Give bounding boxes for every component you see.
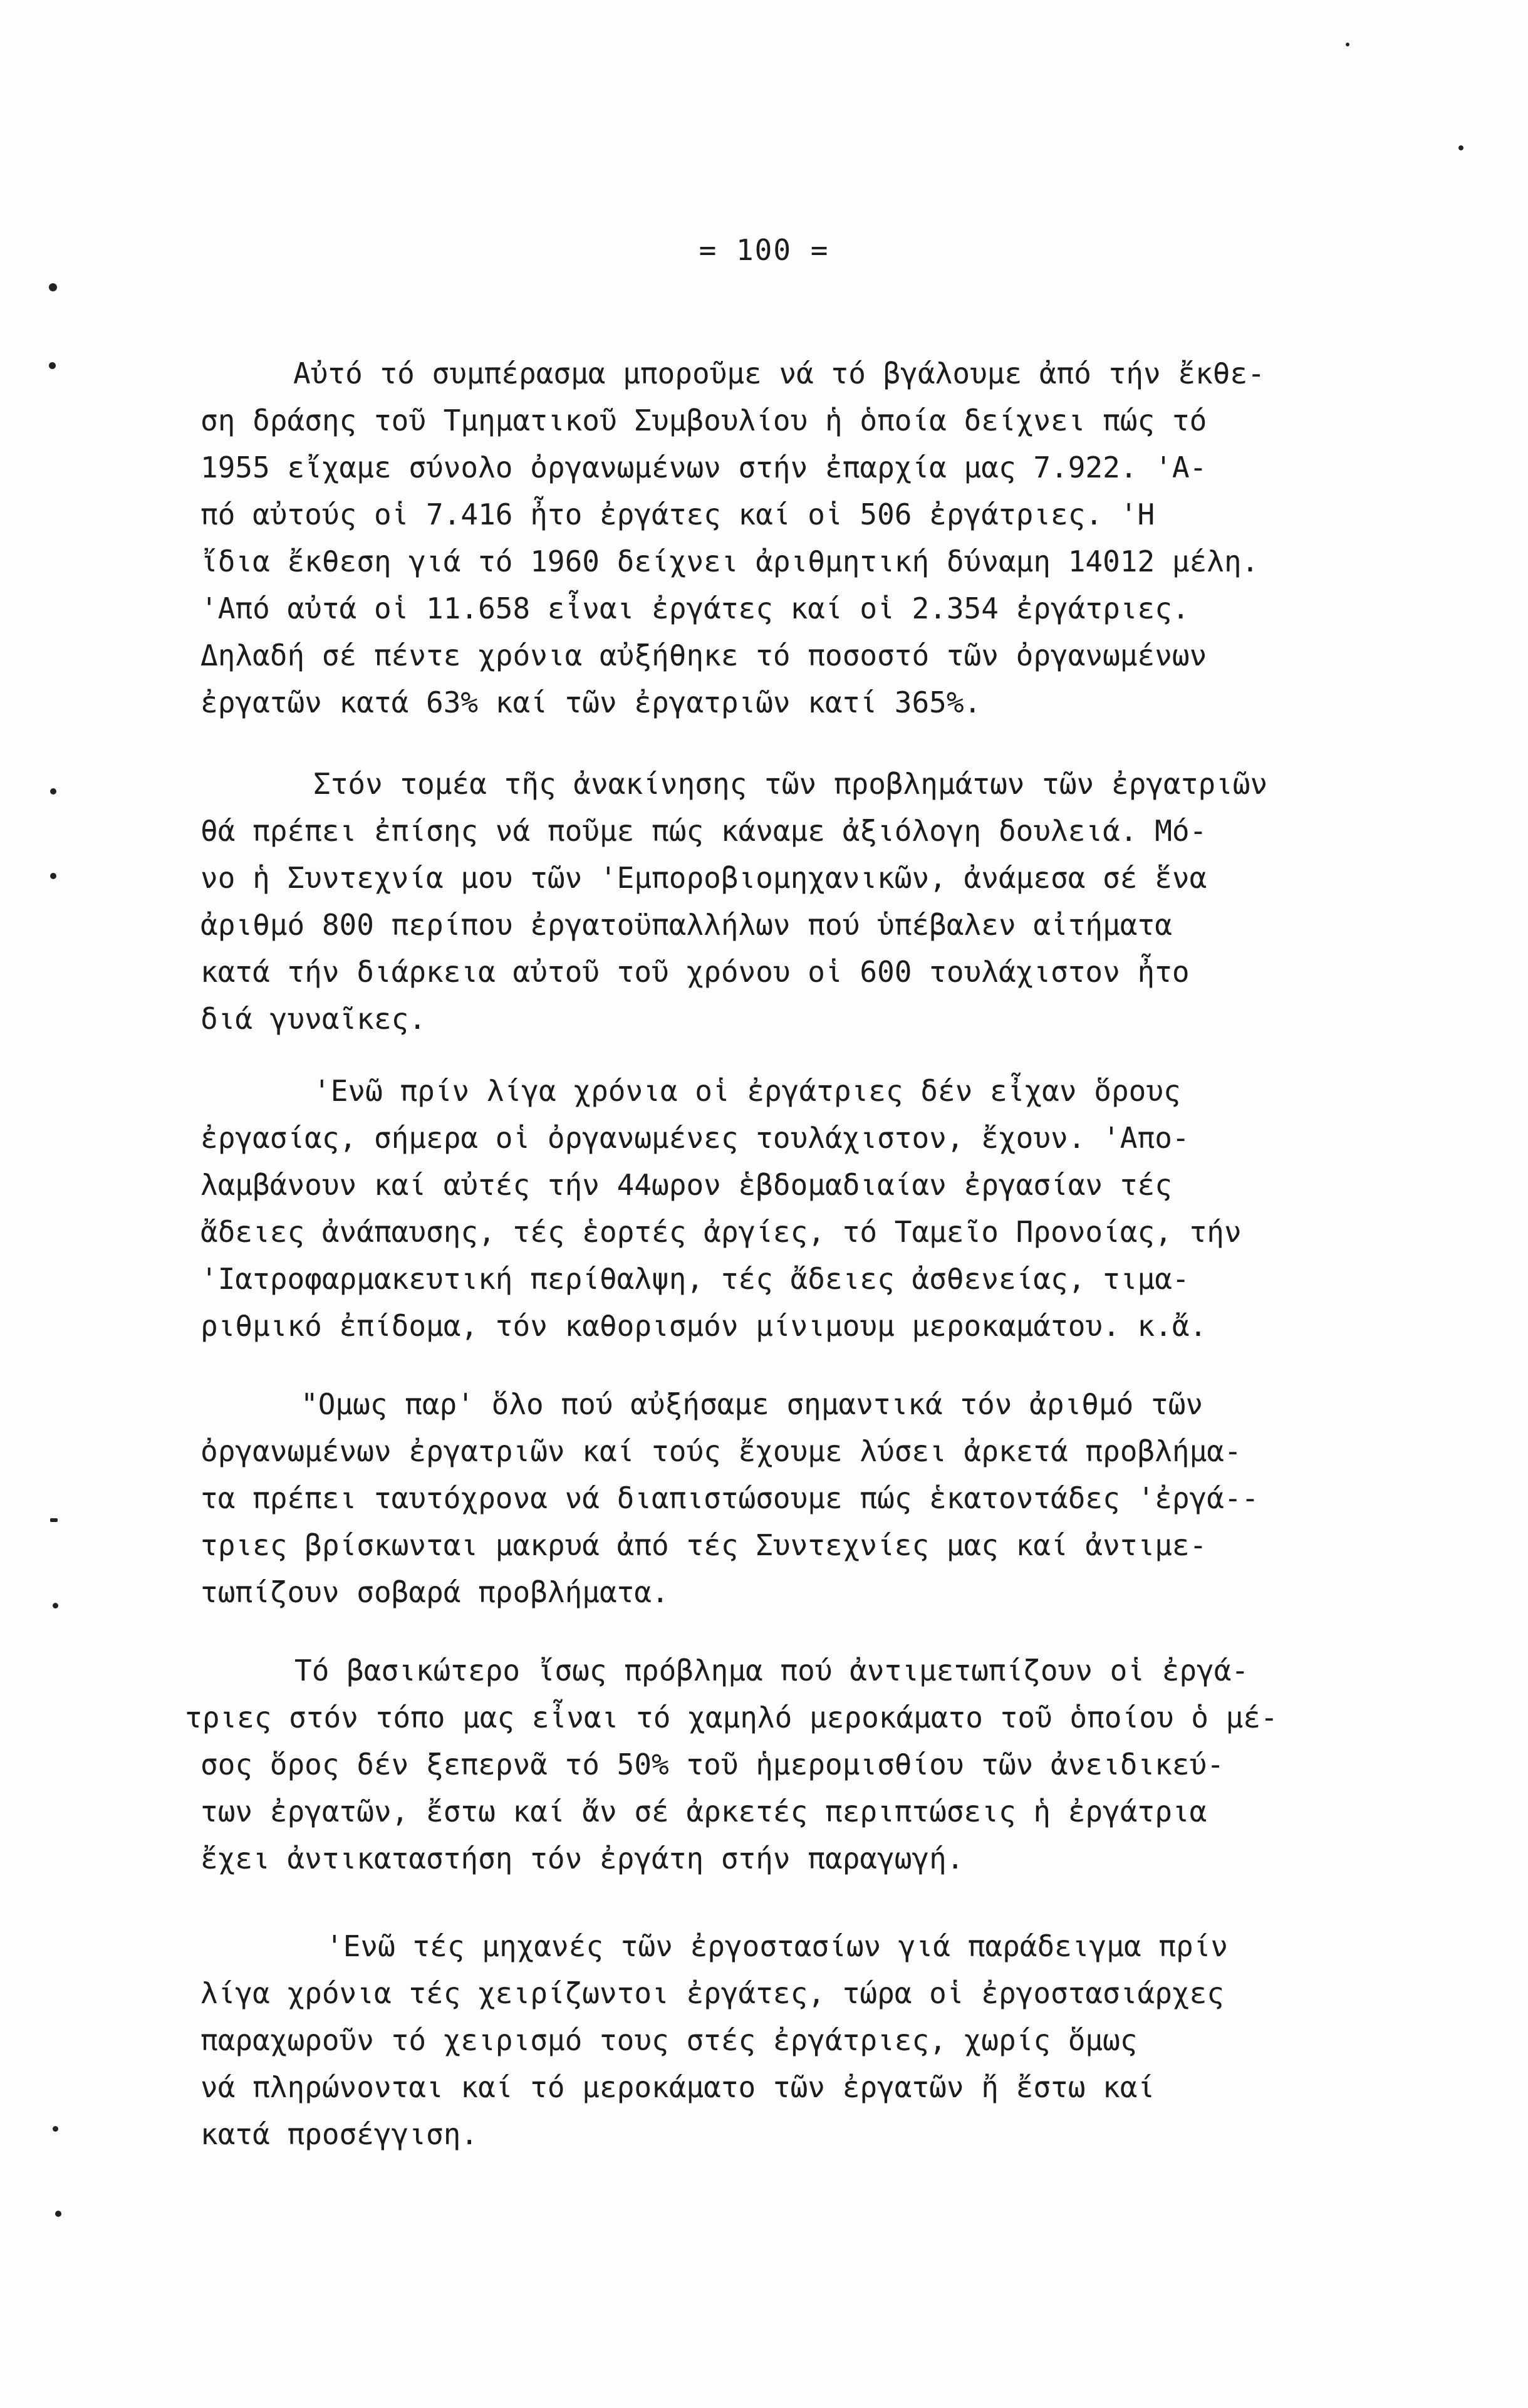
text-line: ἴδια ἔκθεση γιά τό 1960 δείχνει ἀριθμητική δύναμη 14012 μέλη. (200, 545, 1259, 578)
scan-speck (53, 1603, 58, 1608)
scan-speck (49, 283, 57, 291)
scan-speck (50, 873, 56, 879)
text-line: 'Ενῶ πρίν λίγα χρόνια οἱ ἐργάτριες δέν εἶχαν ὅρους (313, 1074, 1181, 1108)
text-line: ση δράσης τοῦ Τμηματικοῦ Συμβουλίου ἡ ὁποία δείχνει πώς τό (200, 404, 1207, 437)
text-line: λίγα χρόνια τές χειρίζωντοι ἐργάτες, τώρα οἱ ἐργοστασιάρχες (200, 1976, 1224, 2010)
text-line: Αὐτό τό συμπέρασμα μποροῦμε νά τό βγάλουμε ἀπό τήν ἔκθε- (293, 357, 1265, 390)
text-line: τριες στόν τόπο μας εἶναι τό χαμηλό μεροκάματο τοῦ ὁποίου ὁ μέ- (185, 1701, 1278, 1734)
scan-speck (50, 1518, 58, 1522)
text-line: Στόν τομέα τῆς ἀνακίνησης τῶν προβλημάτων τῶν ἐργατριῶν (313, 767, 1268, 801)
text-line: ἔχει ἀντικαταστήση τόν ἐργάτη στήν παραγωγή. (200, 1842, 964, 1875)
text-line: νά πληρώνονται καί τό μεροκάματο τῶν ἐργατῶν ἤ ἔστω καί (200, 2070, 1155, 2104)
scan-speck (50, 788, 56, 795)
text-line: κατά προσέγγιση. (200, 2117, 479, 2151)
text-line: "Ομως παρ' ὅλο πού αὐξήσαμε σημαντικά τόν ἀριθμό τῶν (301, 1387, 1203, 1421)
text-line: κατά τήν διάρκεια αὐτοῦ τοῦ χρόνου οἱ 600 τουλάχιστον ἦτο (200, 955, 1190, 989)
scan-speck (1346, 43, 1349, 46)
text-line: 'Από αὐτά οἱ 11.658 εἶναι ἐργάτες καί οἱ 2.354 ἐργάτριες. (200, 592, 1190, 625)
scan-speck (49, 362, 56, 369)
text-line: νο ἡ Συντεχνία μου τῶν 'Εμποροβιομηχανικῶν, ἀνάμεσα σέ ἕνα (200, 861, 1207, 895)
text-line: 'Ενῶ τές μηχανές τῶν ἐργοστασίων γιά παράδειγμα πρίν (326, 1929, 1229, 1963)
text-line: σος ὅρος δέν ξεπερνᾶ τό 50% τοῦ ἡμερομισθίου τῶν ἀνειδικεύ- (200, 1748, 1224, 1781)
text-line: 1955 εἴχαμε σύνολο ὀργανωμένων στήν ἐπαρχία μας 7.922. 'Α- (200, 451, 1207, 484)
text-line: ἄδειες ἀνάπαυσης, τές ἑορτές ἀργίες, τό Ταμεῖο Προνοίας, τήν (200, 1215, 1242, 1249)
text-line: των ἐργατῶν, ἔστω καί ἄν σέ ἀρκετές περιπτώσεις ἡ ἐργάτρια (200, 1795, 1207, 1828)
text-line: ἐργατῶν κατά 63% καί τῶν ἐργατριῶν κατί 365%. (200, 685, 982, 719)
scan-speck (55, 2211, 61, 2217)
text-line: ὀργανωμένων ἐργατριῶν καί τούς ἔχουμε λύσει ἀρκετά προβλήμα- (200, 1434, 1242, 1468)
scan-speck (53, 2126, 58, 2132)
text-line: λαμβάνουν καί αὐτές τήν 44ωρον ἑβδομαδιαίαν ἐργασίαν τές (200, 1168, 1172, 1202)
text-line: διά γυναῖκες. (200, 1002, 427, 1036)
page-number: = 100 = (699, 233, 829, 267)
text-line: ἀριθμό 800 περίπου ἐργατοϋπαλλήλων πού ὑπέβαλεν αἰτήματα (200, 908, 1172, 942)
text-line: τριες βρίσκωνται μακρυά ἀπό τές Συντεχνίες μας καί ἀντιμε- (200, 1528, 1207, 1562)
text-line: παραχωροῦν τό χειρισμό τους στές ἐργάτριες, χωρίς ὅμως (200, 2023, 1138, 2057)
text-line: ἐργασίας, σήμερα οἱ ὀργανωμένες τουλάχιστον, ἔχουν. 'Απο- (200, 1121, 1190, 1155)
text-line: τωπίζουν σοβαρά προβλήματα. (200, 1575, 669, 1609)
scan-speck (1458, 145, 1463, 150)
text-line: θά πρέπει ἐπίσης νά ποῦμε πώς κάναμε ἀξιόλογη δουλειά. Μό- (200, 814, 1207, 848)
text-line: πό αὐτούς οἱ 7.416 ἦτο ἐργάτες καί οἱ 506 ἐργάτριες. 'Η (200, 498, 1155, 531)
text-line: ριθμικό ἐπίδομα, τόν καθορισμόν μίνιμουμ μεροκαμάτου. κ.ἄ. (200, 1309, 1207, 1343)
text-line: 'Ιατροφαρμακευτική περίθαλψη, τές ἄδειες ἀσθενείας, τιμα- (200, 1262, 1190, 1296)
text-line: τα πρέπει ταυτόχρονα νά διαπιστώσουμε πώς ἑκατοντάδες 'ἐργά-- (200, 1481, 1259, 1515)
text-line: Δηλαδή σέ πέντε χρόνια αὐξήθηκε τό ποσοστό τῶν ὀργανωμένων (200, 638, 1207, 672)
text-line: Τό βασικώτερο ἴσως πρόβλημα πού ἀντιμετωπίζουν οἱ ἐργά- (294, 1654, 1249, 1687)
